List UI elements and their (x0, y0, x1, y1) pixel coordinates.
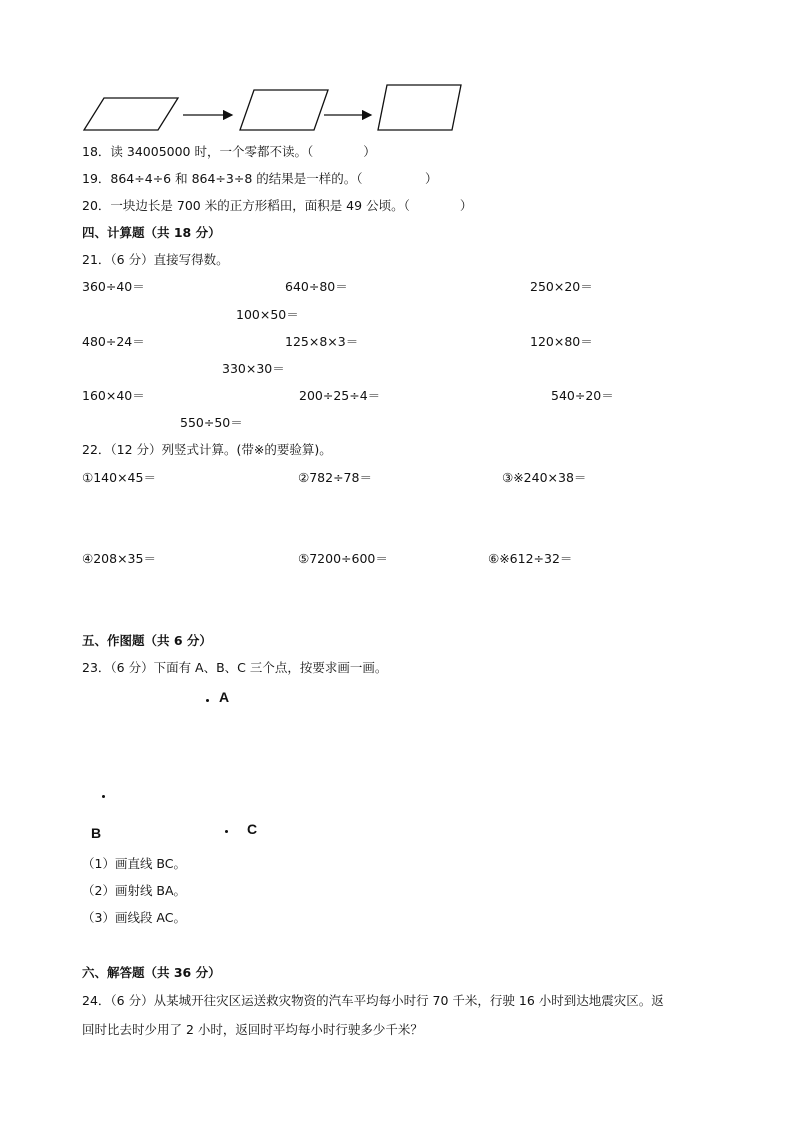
oral-item: 360÷40＝ (82, 279, 145, 294)
question-24-line-2: 回时比去时少用了 2 小时，返回时平均每小时行驶多少千米？ (82, 1022, 423, 1037)
point-b-dot (102, 795, 105, 798)
oral-item: 480÷24＝ (82, 334, 145, 349)
vertical-item: ①140×45＝ (82, 470, 156, 485)
vertical-item: ④208×35＝ (82, 551, 156, 566)
oral-item: 330×30＝ (222, 361, 285, 376)
oral-item: 200÷25÷4＝ (299, 388, 381, 403)
vertical-item: ③※240×38＝ (502, 470, 587, 485)
question-22: 22．（12 分）列竖式计算。(带※的要验算)。 (82, 442, 332, 457)
parallelogram-3 (378, 85, 461, 130)
task-1: （1）画直线 BC。 (82, 856, 187, 871)
question-23: 23．（6 分）下面有 A、B、C 三个点，按要求画一画。 (82, 660, 388, 675)
point-b-label: B (91, 825, 102, 841)
oral-item: 160×40＝ (82, 388, 145, 403)
oral-item: 540÷20＝ (551, 388, 614, 403)
vertical-item: ⑥※612÷32＝ (488, 551, 573, 566)
oral-item: 550÷50＝ (180, 415, 243, 430)
vertical-item: ②782÷78＝ (298, 470, 372, 485)
parallelogram-2 (240, 90, 328, 130)
point-a-label: A (219, 689, 230, 705)
question-19: 19．864÷4÷6 和 864÷3÷8 的结果是一样的。（ ） (82, 171, 438, 186)
shape-transform-figure (0, 0, 794, 140)
oral-item: 125×8×3＝ (285, 334, 359, 349)
oral-item: 100×50＝ (236, 307, 299, 322)
question-18: 18．读 34005000 时，一个零都不读。（ ） (82, 144, 376, 159)
section-6-title: 六、解答题（共 36 分） (82, 965, 221, 980)
question-20: 20．一块边长是 700 米的正方形稻田，面积是 49 公顷。（ ） (82, 198, 473, 213)
section-4-title: 四、计算题（共 18 分） (82, 225, 221, 240)
vertical-item: ⑤7200÷600＝ (298, 551, 388, 566)
question-21: 21．（6 分）直接写得数。 (82, 252, 229, 267)
oral-item: 120×80＝ (530, 334, 593, 349)
point-c-dot (225, 830, 228, 833)
task-3: （3）画线段 AC。 (82, 910, 186, 925)
section-5-title: 五、作图题（共 6 分） (82, 633, 212, 648)
parallelogram-1 (84, 98, 178, 130)
question-24-line-1: 24．（6 分）从某城开往灾区运送救灾物资的汽车平均每小时行 70 千米，行驶 16 小时到达地震灾区。返 (82, 993, 664, 1008)
oral-item: 640÷80＝ (285, 279, 348, 294)
point-c-label: C (247, 821, 258, 837)
oral-item: 250×20＝ (530, 279, 593, 294)
point-a-dot (206, 699, 209, 702)
task-2: （2）画射线 BA。 (82, 883, 187, 898)
